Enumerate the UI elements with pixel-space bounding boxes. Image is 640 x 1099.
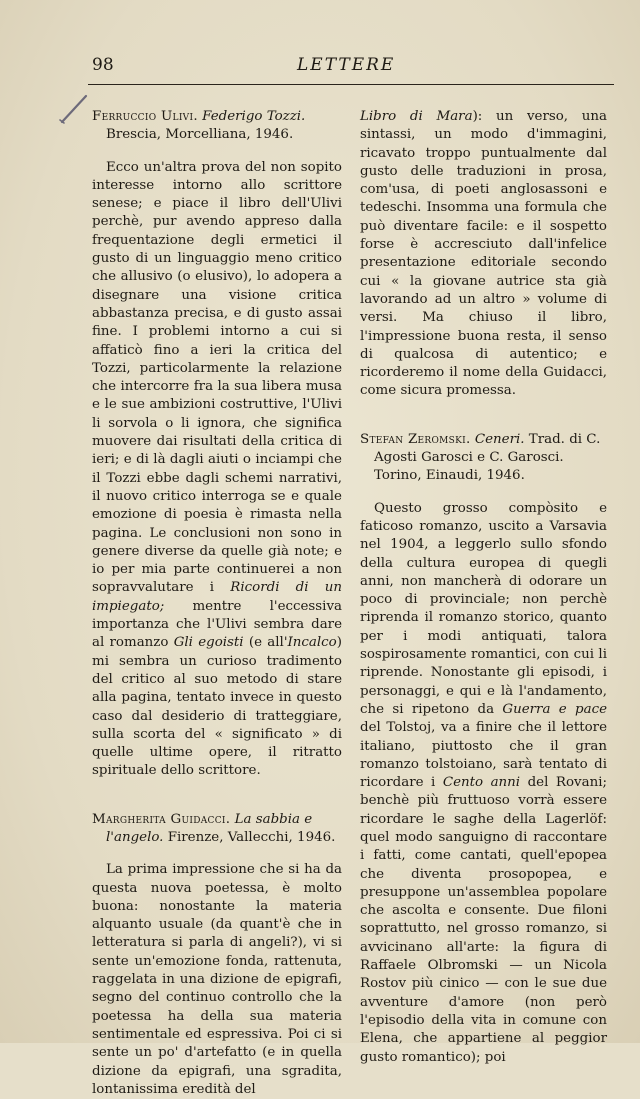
review-text-italic: Ricordi di un impiegato; xyxy=(92,580,342,614)
review-publication: Firenze, Vallecchi, 1946. xyxy=(167,829,336,845)
review-text: ): un verso, una sintassi, un modo d'immagini, ricavato troppo puntualmente dal gusto delle traduzioni in prosa, com'usa, di poeti anglosassoni e tedeschi. Insomma una formula che può diventare facile: e il sospetto forse è accresciuto dall'infelice presentazione editoriale secondo cui « la giovane autrice sta già lavorando ad un altro » volume di versi. Ma chiuso il libro, l'impressione buona resta, il senso di qualcosa di autentico; e ricorderemo il nome della Guidacci, come sicura promessa. xyxy=(360,109,607,399)
review-text: Questo grosso compòsito e faticoso romanzo, uscito a Varsavia nel 1904, a leggerlo sullo sfondo della cultura europea di quegli anni, non mancherà di odorare un poco di provinciale; non perchè riprenda il romanzo storico, quanto per i modi antiquati, talora sospirosamente romantici, con cui li riprende. Nonostante gli episodi, i personaggi, e qui e là l'andamento, che si ripetono da xyxy=(360,500,607,717)
right-column xyxy=(360,108,607,1067)
review-book-title: Federigo Tozzi. xyxy=(202,109,306,124)
review-body-zeromski xyxy=(360,500,607,1067)
pencil-checkmark-icon xyxy=(56,92,92,128)
review-text: ) mi sembra un curioso tradimento del critico al suo metodo di stare alla pagina, tentato invece in questo caso dal desiderio di tratteggiare, sulla scorta del « significato » di quelle ultime opere, il ritratto spirituale dello scrittore. xyxy=(92,635,342,779)
review-heading-zeromski xyxy=(360,431,607,486)
review-text: del Tolstoj, va a finire che il lettore italiano, piuttosto che il gran romanzo tolstoiano, sarà tentato di ricordare i xyxy=(360,720,607,791)
review-book-title: Ceneri. xyxy=(474,431,525,447)
review-book-title: La sabbia e l'angelo. xyxy=(106,811,313,845)
review-publication: Brescia, Morcelliana, 1946. xyxy=(106,127,294,143)
review-body-guidacci-continued xyxy=(360,108,607,401)
review-text-italic: Incalco xyxy=(287,635,337,651)
review-text-italic: Cento anni xyxy=(442,775,521,791)
section-title: LETTERE xyxy=(297,55,396,75)
review-body-ulivi xyxy=(92,159,342,781)
page-number: 98 xyxy=(92,55,114,75)
review-heading-guidacci xyxy=(92,811,342,848)
review-text: del Rovani; benchè più fruttuoso vorrà essere ricordare le saghe della Lagerlöf: quel modo sanguigno di raccontare i fatti, come cantati, quell'epopea che diventa prosopopea, e presuppone un'assemblea popolare che ascolta e consente. Due filoni soprattutto, nel grosso romanzo, si avvicinano all'arte: la figura di Raffaele Olbromski — un Nicola Rostov più cinico — con le sue due avventure d'amore (non però l'episodio della vita in comune con Elena, che appartiene al peggior gusto romantico); poi xyxy=(360,775,607,1065)
review-publication: Trad. di C. Agosti Garosci e C. Garosci. Torino, Einaudi, 1946. xyxy=(374,431,601,484)
review-text: Ecco un'altra prova del non sopito interesse intorno allo scrittore senese; e piace il libro dell'Ulivi perchè, pur avendo appreso dalla frequentazione degli ermetici il gusto di un linguaggio meno critico che allusivo (o elusivo), lo adopera a disegnare una visione critica abbastanza precisa, e di gusto assai fine. I problemi intorno a cui si affaticò fino a ieri la critica del Tozzi, particolarmente la relazione che intercorre fra la sua libera musa e le sue ambizioni costruttive, l'Ulivi li sorvola o li ignora, che significa muovere dai risultati della critica di ieri; e di là dagli aiuti o inciampi che il Tozzi ebbe dagli schemi narrativi, il nuovo critico interroga se e quale emozione di poesia è rimasta nella pagina. Le conclusioni non sono in genere diverse da quelle già note; e io per mia parte continuerei a non sopravvalutare i xyxy=(92,159,342,596)
review-author: Margherita Guidacci. xyxy=(92,811,231,827)
review-text-italic: Libro di Mara xyxy=(360,109,473,124)
left-column xyxy=(92,108,342,1099)
review-author: Stefan Zeromski. xyxy=(360,431,471,447)
review-author: Ferruccio Ulivi. xyxy=(92,109,198,124)
header-rule xyxy=(88,84,614,85)
review-body-guidacci xyxy=(92,861,342,1099)
review-text-italic: Gli egoisti xyxy=(173,635,244,651)
running-head xyxy=(92,55,612,79)
review-text: mentre l'eccessiva importanza che l'Ulivi sembra dare al romanzo xyxy=(92,598,342,651)
review-text-italic: Guerra e pace xyxy=(502,701,608,717)
review-heading-ulivi xyxy=(92,108,342,145)
review-text: La prima impressione che si ha da questa nuova poetessa, è molto buona: nonostante la materia alquanto usuale (da quant'è che in letteratura si parla di angeli?), vi si sente un'emozione fonda, rattenuta, raggelata in una dizione de epigrafi, segno del continuo controllo che la poetessa ha della sua materia sentimentale ed espressiva. Poi ci si sente un po' d'artefatto (e in quella dizione da epigrafi, una sgradita, lontanissima eredità del xyxy=(92,862,342,1097)
review-text: (e all' xyxy=(243,635,288,651)
